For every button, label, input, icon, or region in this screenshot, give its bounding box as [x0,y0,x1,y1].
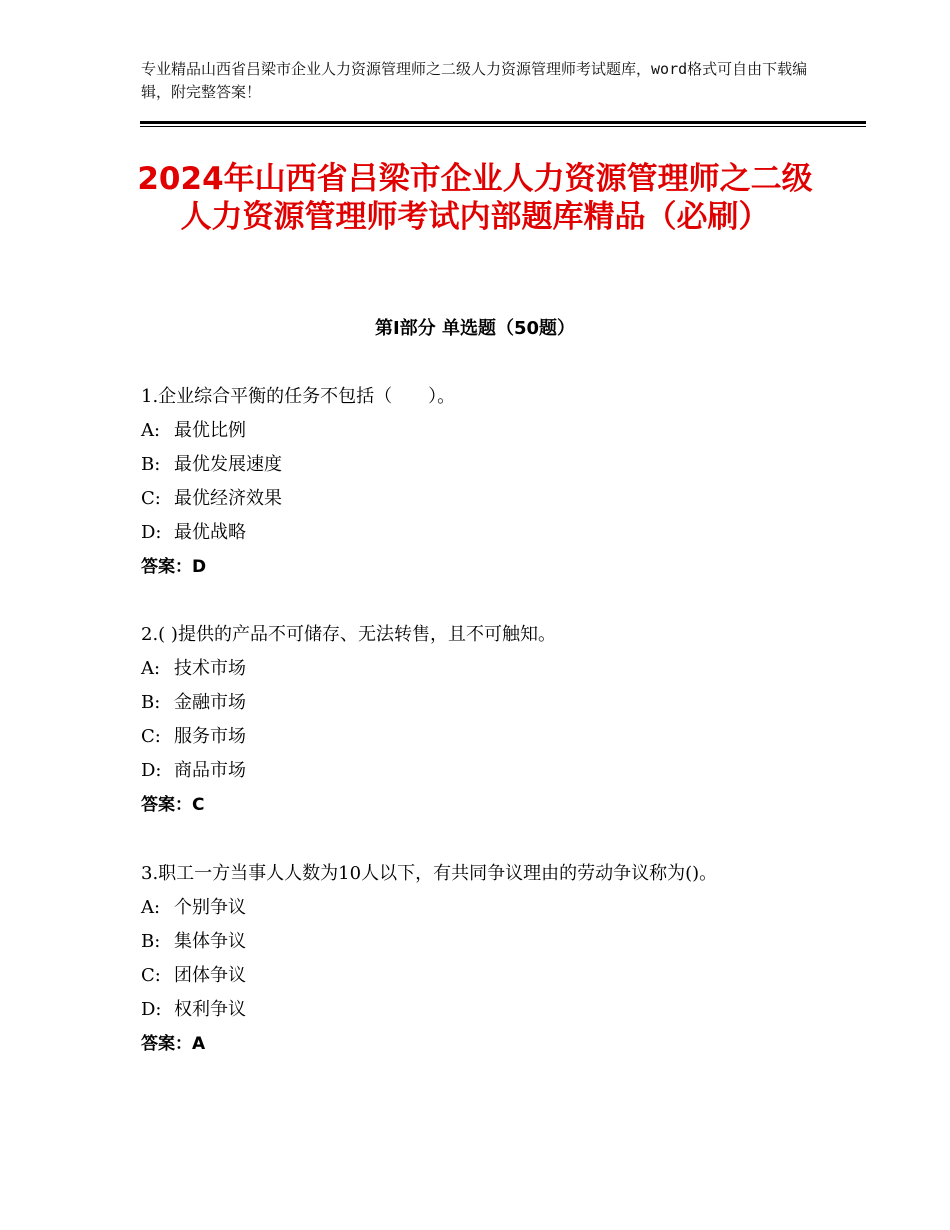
document-title: 2024年山西省吕梁市企业人力资源管理师之二级人力资源管理师考试内部题库精品（必刷） [137,161,813,235]
option-b [141,925,821,959]
option-text: 金融市场 [174,692,246,713]
option-d [141,754,821,788]
question-1 [141,380,821,584]
option-text: 最优发展速度 [174,454,282,475]
header-rule-thin [140,126,866,127]
question-stem: 1.企业综合平衡的任务不包括（ ）。 [141,386,456,407]
option-c [141,482,821,516]
option-text: 集体争议 [174,931,246,952]
header-rule-thick [140,121,866,124]
option-c [141,959,821,993]
option-text: 最优经济效果 [174,488,282,509]
question-2 [141,618,821,822]
answer-value: C [192,795,205,815]
option-a [141,414,821,448]
option-letter: D: [141,760,162,781]
answer-line [141,788,821,822]
option-text: 个别争议 [174,897,246,918]
answer-value: D [192,557,207,577]
option-text: 最优战略 [174,522,246,543]
option-letter: B: [141,931,161,952]
option-text: 商品市场 [174,760,246,781]
option-a [141,652,821,686]
option-text: 技术市场 [174,658,246,679]
answer-label: 答案： [141,557,192,577]
option-letter: D: [141,522,162,543]
option-letter: B: [141,692,161,713]
option-a [141,891,821,925]
question-3 [141,857,821,1061]
option-d [141,516,821,550]
option-letter: A: [141,658,161,679]
option-letter: A: [141,420,161,441]
option-letter: C: [141,965,161,986]
question-stem: 2.( )提供的产品不可储存、无法转售，且不可触知。 [141,624,556,645]
answer-label: 答案： [141,795,192,815]
option-letter: C: [141,488,161,509]
option-text: 最优比例 [174,420,246,441]
answer-line [141,550,821,584]
option-b [141,686,821,720]
option-letter: A: [141,897,161,918]
question-stem: 3.职工一方当事人人数为10人以下，有共同争议理由的劳动争议称为()。 [141,863,718,884]
option-c [141,720,821,754]
answer-line [141,1027,821,1061]
answer-value: A [192,1034,206,1054]
option-text: 团体争议 [174,965,246,986]
section-title: 第Ⅰ部分 单选题（50题） [374,318,575,339]
option-d [141,993,821,1027]
option-text: 服务市场 [174,726,246,747]
option-letter: C: [141,726,161,747]
option-b [141,448,821,482]
header-note: 专业精品山西省吕梁市企业人力资源管理师之二级人力资源管理师考试题库，word格式可自由下载编辑，附完整答案！ [141,60,808,101]
option-letter: D: [141,999,162,1020]
option-letter: B: [141,454,161,475]
answer-label: 答案： [141,1034,192,1054]
option-text: 权利争议 [174,999,246,1020]
